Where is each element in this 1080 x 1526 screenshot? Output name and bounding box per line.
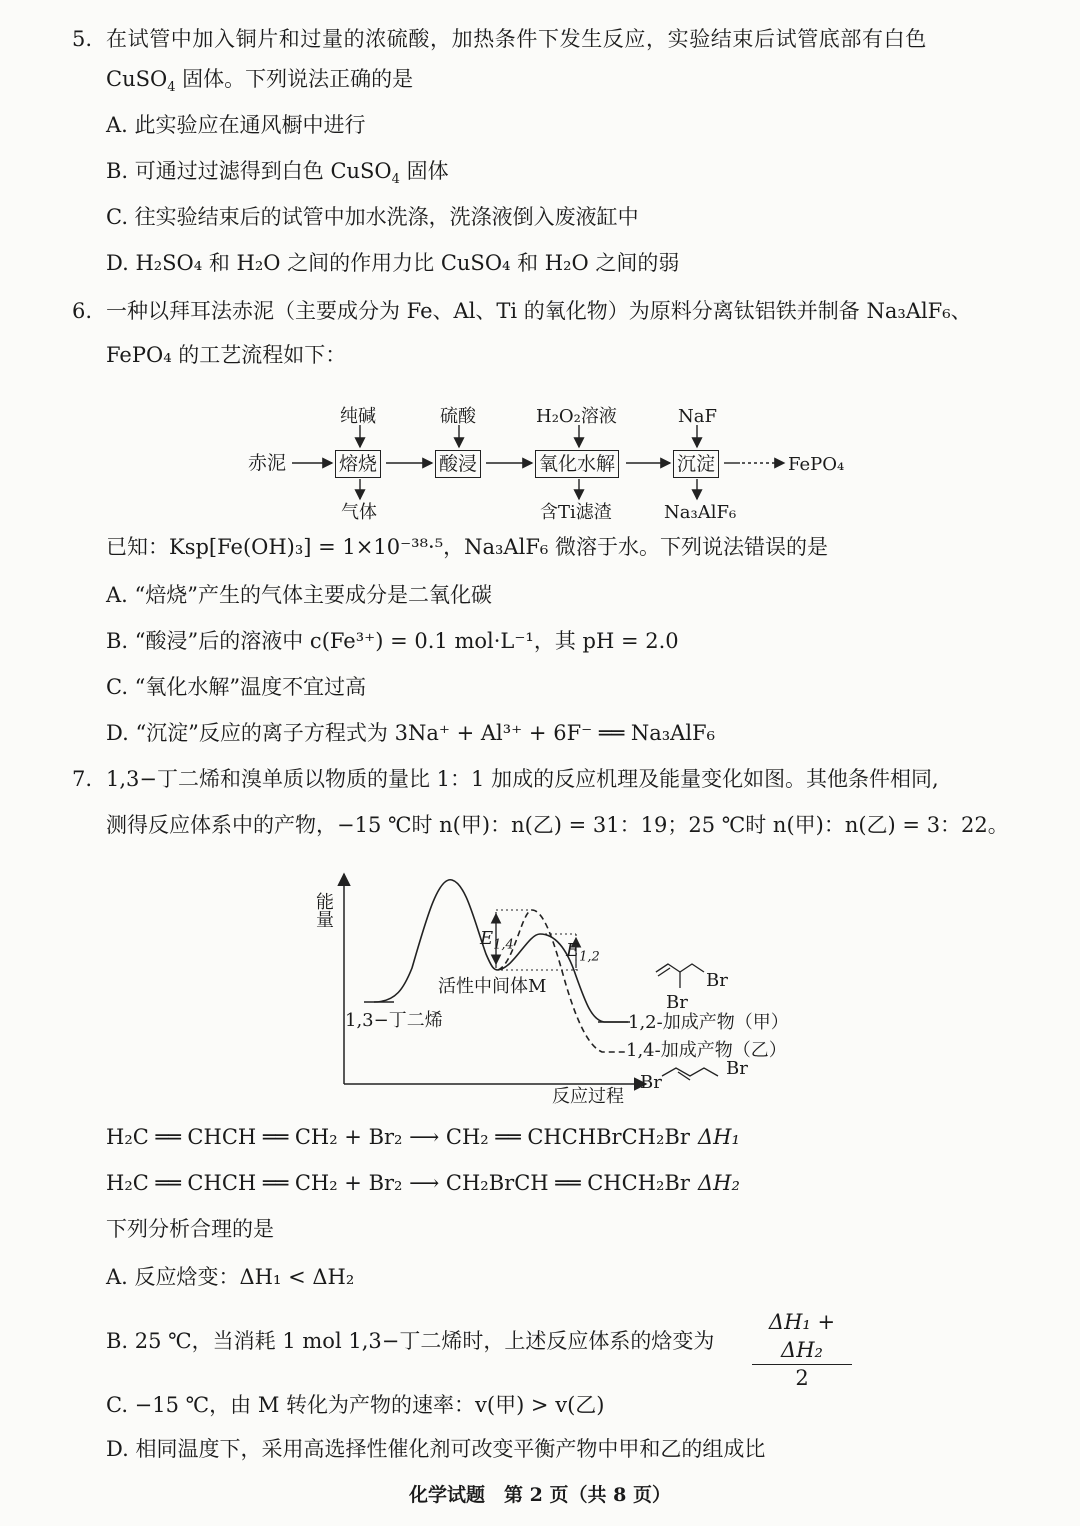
q5-stem-line2: CuSO$_4$ 固体。下列说法正确的是 — [106, 67, 414, 96]
flow-input-3: H₂O₂溶液 — [536, 406, 617, 427]
q5-stem-line1: 在试管中加入铜片和过量的浓硫酸，加热条件下发生反应，实验结束后试管底部有白色 — [106, 27, 927, 51]
q7-equation-2-dh: ΔH₂ — [698, 1171, 740, 1195]
q6-number: 6. — [72, 299, 93, 323]
q7-option-b-fraction: $\frac{\text{ΔH₁ + ΔH₂}}{2}$ — [752, 1308, 852, 1391]
q5-option-b: B. 可通过过滤得到白色 CuSO$_4$ 固体 — [106, 159, 449, 188]
flow-input-4: NaF — [678, 406, 717, 427]
product2-br-b: Br — [726, 1058, 748, 1079]
q6-stem-line1: 一种以拜耳法赤泥（主要成分为 Fe、Al、Ti 的氧化物）为原料分离钛铝铁并制备 Na₃AlF₆、 — [106, 299, 972, 323]
product1-br-a: Br — [706, 970, 728, 991]
q7-stem-line2: 测得反应体系中的产物，−15 ℃时 n(甲)：n(乙) = 31：19；25 ℃时 n(甲)：n(乙) = 3：22。 — [106, 813, 1009, 837]
q6-option-a: A. “焙烧”产生的气体主要成分是二氧化碳 — [106, 583, 492, 607]
q5-number: 5. — [72, 27, 93, 51]
intermediate-label: 活性中间体M — [438, 976, 547, 997]
flow-box-precipitation: 沉淀 — [673, 450, 719, 478]
product1-br-b: Br — [666, 992, 688, 1013]
q7-option-a: A. 反应焓变：ΔH₁ < ΔH₂ — [106, 1265, 355, 1289]
q7-equation-2: H₂C ══ CHCH ══ CH₂ + Br₂ ⟶ CH₂BrCH ══ CHCH₂Br — [106, 1171, 690, 1195]
product1-skeleton — [656, 964, 704, 972]
q7-option-b: B. 25 ℃，当消耗 1 mol 1,3−丁二烯时，上述反应体系的焓变为 — [106, 1329, 715, 1353]
product2-skeleton — [662, 1068, 718, 1076]
flow-box-oxidation-hydrolysis: 氧化水解 — [535, 450, 619, 478]
q6-option-d: D. “沉淀”反应的离子方程式为 3Na⁺ + Al³⁺ + 6F⁻ ══ Na₃AlF₆ — [106, 721, 716, 745]
page-footer: 化学试题 第 2 页（共 8 页） — [409, 1484, 671, 1506]
e12-label: $E_{1,2}$ — [566, 940, 600, 965]
flow-output-3: 含Ti滤渣 — [540, 502, 612, 523]
q7-ask: 下列分析合理的是 — [106, 1217, 274, 1241]
q7-option-d: D. 相同温度下，采用高选择性催化剂可改变平衡产物中甲和乙的组成比 — [106, 1437, 766, 1461]
product1-label: 1,2-加成产物（甲） — [628, 1012, 789, 1033]
product2-br-a: Br — [640, 1072, 662, 1093]
q5-option-d: D. H₂SO₄ 和 H₂O 之间的作用力比 CuSO₄ 和 H₂O 之间的弱 — [106, 251, 680, 275]
q7-equation-1-dh: ΔH₁ — [698, 1125, 740, 1149]
flow-end: FePO₄ — [788, 454, 845, 475]
flow-box-roast: 熔烧 — [335, 450, 381, 478]
x-axis-label: 反应过程 — [552, 1086, 624, 1107]
q6-option-b: B. “酸浸”后的溶液中 c(Fe³⁺) = 0.1 mol·L⁻¹，其 pH = 2.0 — [106, 629, 679, 653]
flow-input-1: 纯碱 — [340, 406, 376, 427]
q7-equation-1: H₂C ══ CHCH ══ CH₂ + Br₂ ⟶ CH₂ ══ CHCHBrCH₂Br — [106, 1125, 690, 1149]
flow-start: 赤泥 — [248, 452, 287, 474]
q7-number: 7. — [72, 767, 93, 791]
e14-label: $E_{1,4}$ — [480, 928, 514, 953]
flow-output-4: Na₃AlF₆ — [664, 502, 737, 523]
q6-option-c: C. “氧化水解”温度不宜过高 — [106, 675, 367, 699]
q5-option-a: A. 此实验应在通风橱中进行 — [106, 113, 366, 137]
product2-label: 1,4-加成产物（乙） — [626, 1040, 787, 1061]
y-axis-label: 能量 — [313, 892, 334, 928]
reactant-label: 1,3−丁二烯 — [345, 1010, 443, 1031]
flow-input-2: 硫酸 — [440, 406, 476, 427]
flow-output-1: 气体 — [341, 502, 377, 523]
q7-option-c: C. −15 ℃，由 M 转化为产物的速率：v(甲) > v(乙) — [106, 1393, 605, 1417]
q5-option-c: C. 往实验结束后的试管中加水洗涤，洗涤液倒入废液缸中 — [106, 205, 639, 229]
q7-stem-line1: 1,3−丁二烯和溴单质以物质的量比 1：1 加成的反应机理及能量变化如图。其他条件相同, — [106, 767, 939, 791]
flow-box-acid-leach: 酸浸 — [435, 450, 481, 478]
q6-known: 已知：Ksp[Fe(OH)₃] = 1×10⁻³⁸·⁵，Na₃AlF₆ 微溶于水。下列说法错误的是 — [106, 535, 828, 559]
q6-stem-line2: FePO₄ 的工艺流程如下： — [106, 343, 347, 367]
